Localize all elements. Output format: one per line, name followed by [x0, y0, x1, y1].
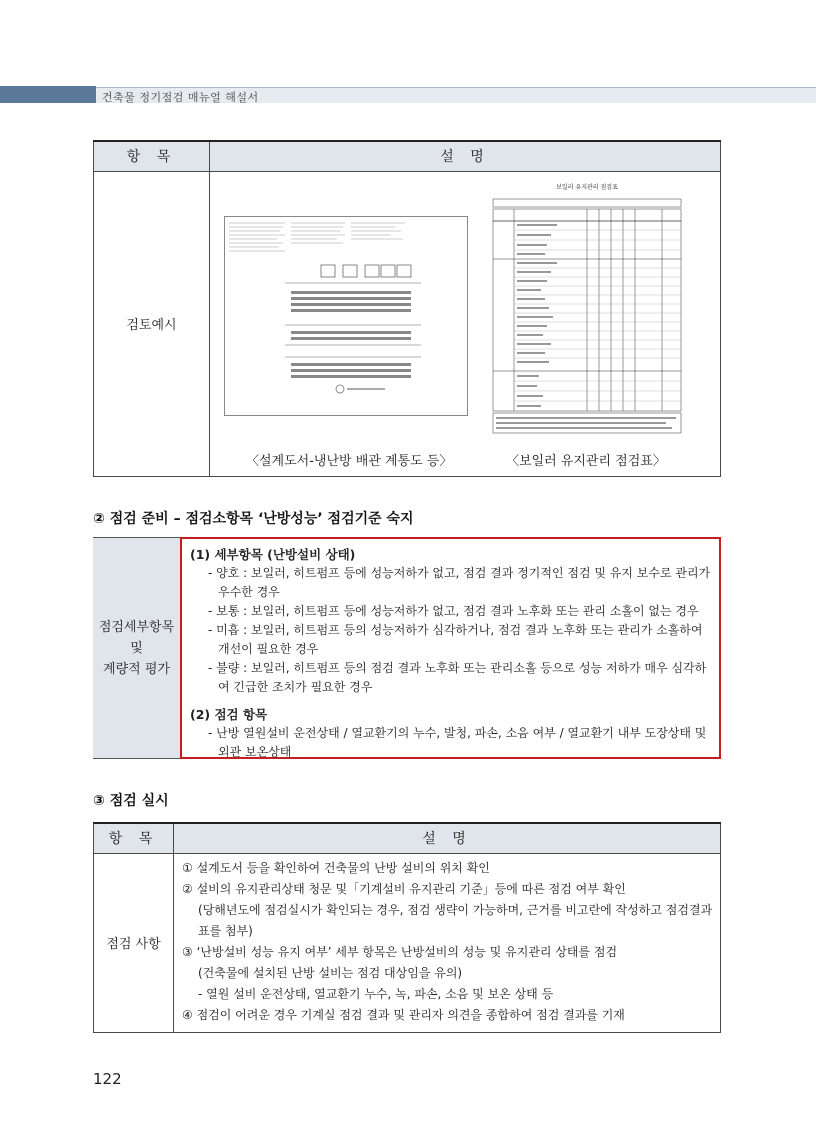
- column-header-description: 설 명: [174, 823, 721, 853]
- review-example-content: [210, 171, 721, 476]
- inspection-items-content: [174, 853, 721, 1032]
- caption-piping-diagram: 〈설계도서-냉난방 배관 계통도 등〉: [246, 453, 453, 469]
- page-number: 122: [93, 1070, 122, 1088]
- inspection-step-3-detail: - 열원 설비 운전상태, 열교환기 누수, 녹, 파손, 소음 및 보온 상태 등: [198, 986, 554, 1001]
- evaluation-label-cell: [93, 537, 180, 759]
- criteria-insufficient: - 미흡 : 보일러, 히트펌프 등의 성능저하가 심각하거나, 점검 결과 노후화 또는 관리가 소홀하여 개선이 필요한 경우: [208, 623, 703, 656]
- header-accent-bar: [0, 86, 96, 103]
- section-2-title: ② 점검 준비 – 점검소항목 ‘난방성능’ 점검기준 숙지: [93, 511, 414, 527]
- evaluation-label-line-1: 점검세부항목: [98, 619, 175, 635]
- boiler-checklist-image: [492, 182, 682, 440]
- boiler-checklist-title: 보일러 유지관리 점검표: [556, 183, 618, 191]
- column-header-item: 항 목: [94, 141, 210, 171]
- inspection-step-2-note: (당해년도에 점검실시가 확인되는 경우, 점검 생략이 가능하며, 근거를 비고란에 작성하고 점검결과표를 첨부): [198, 902, 713, 938]
- row-label-inspection-items: 점검 사항: [94, 853, 174, 1032]
- inspection-step-3: ③ ‘난방설비 성능 유지 여부’ 세부 항목은 난방설비의 성능 및 유지관리 상태를 점검: [182, 944, 618, 959]
- subitem-heading: (1) 세부항목 (난방설비 상태): [190, 547, 356, 562]
- inspection-items-list: - 난방 열원설비 운전상태 / 열교환기의 누수, 발청, 파손, 소음 여부 / 열교환기 내부 도장상태 및 외관 보온상태: [208, 726, 707, 759]
- evaluation-criteria-box: [180, 537, 721, 759]
- review-example-table: [93, 140, 721, 477]
- column-header-item: 항 목: [94, 823, 174, 853]
- boiler-checklist-svg: [492, 195, 682, 435]
- column-header-description: 설 명: [210, 141, 721, 171]
- inspection-step-3-note: (건축물에 설치된 난방 설비는 점검 대상임을 유의): [198, 965, 463, 980]
- evaluation-label-line-2: 및: [130, 640, 143, 656]
- inspection-step-1: ① 설계도서 등을 확인하여 건축물의 난방 설비의 위치 확인: [182, 860, 490, 875]
- section-3-title: ③ 점검 실시: [93, 793, 169, 809]
- row-label-review-example: 검토예시: [94, 171, 210, 476]
- caption-boiler-checklist: 〈보일러 유지관리 점검표〉: [506, 453, 666, 469]
- criteria-normal: - 보통 : 보일러, 히트펌프 등에 성능저하가 없고, 점검 결과 노후화 또는 관리 소홀이 없는 경우: [208, 604, 699, 618]
- document-title: 건축물 정기점검 매뉴얼 해설서: [102, 91, 259, 104]
- inspection-items-heading: (2) 점검 항목: [190, 707, 268, 722]
- piping-diagram-image: [224, 216, 468, 416]
- criteria-poor: - 불량 : 보일러, 히트펌프 등의 점검 결과 노후화 또는 관리소홀 등으로 성능 저하가 매우 심각하여 긴급한 조치가 필요한 경우: [208, 661, 707, 694]
- inspection-step-4: ④ 점검이 어려운 경우 기계실 점검 결과 및 관리자 의견을 종합하여 점검 결과를 기재: [182, 1007, 625, 1022]
- criteria-good: - 양호 : 보일러, 히트펌프 등에 성능저하가 없고, 점검 결과 정기적인 점검 및 유지 보수로 관리가 우수한 경우: [208, 566, 711, 599]
- evaluation-label-line-3: 계량적 평가: [103, 661, 170, 677]
- inspection-execution-table: [93, 822, 721, 1033]
- piping-diagram-svg: [225, 217, 467, 415]
- inspection-step-2: ② 설비의 유지관리상태 청문 및「기계설비 유지관리 기준」등에 따른 점검 여부 확인: [182, 881, 626, 896]
